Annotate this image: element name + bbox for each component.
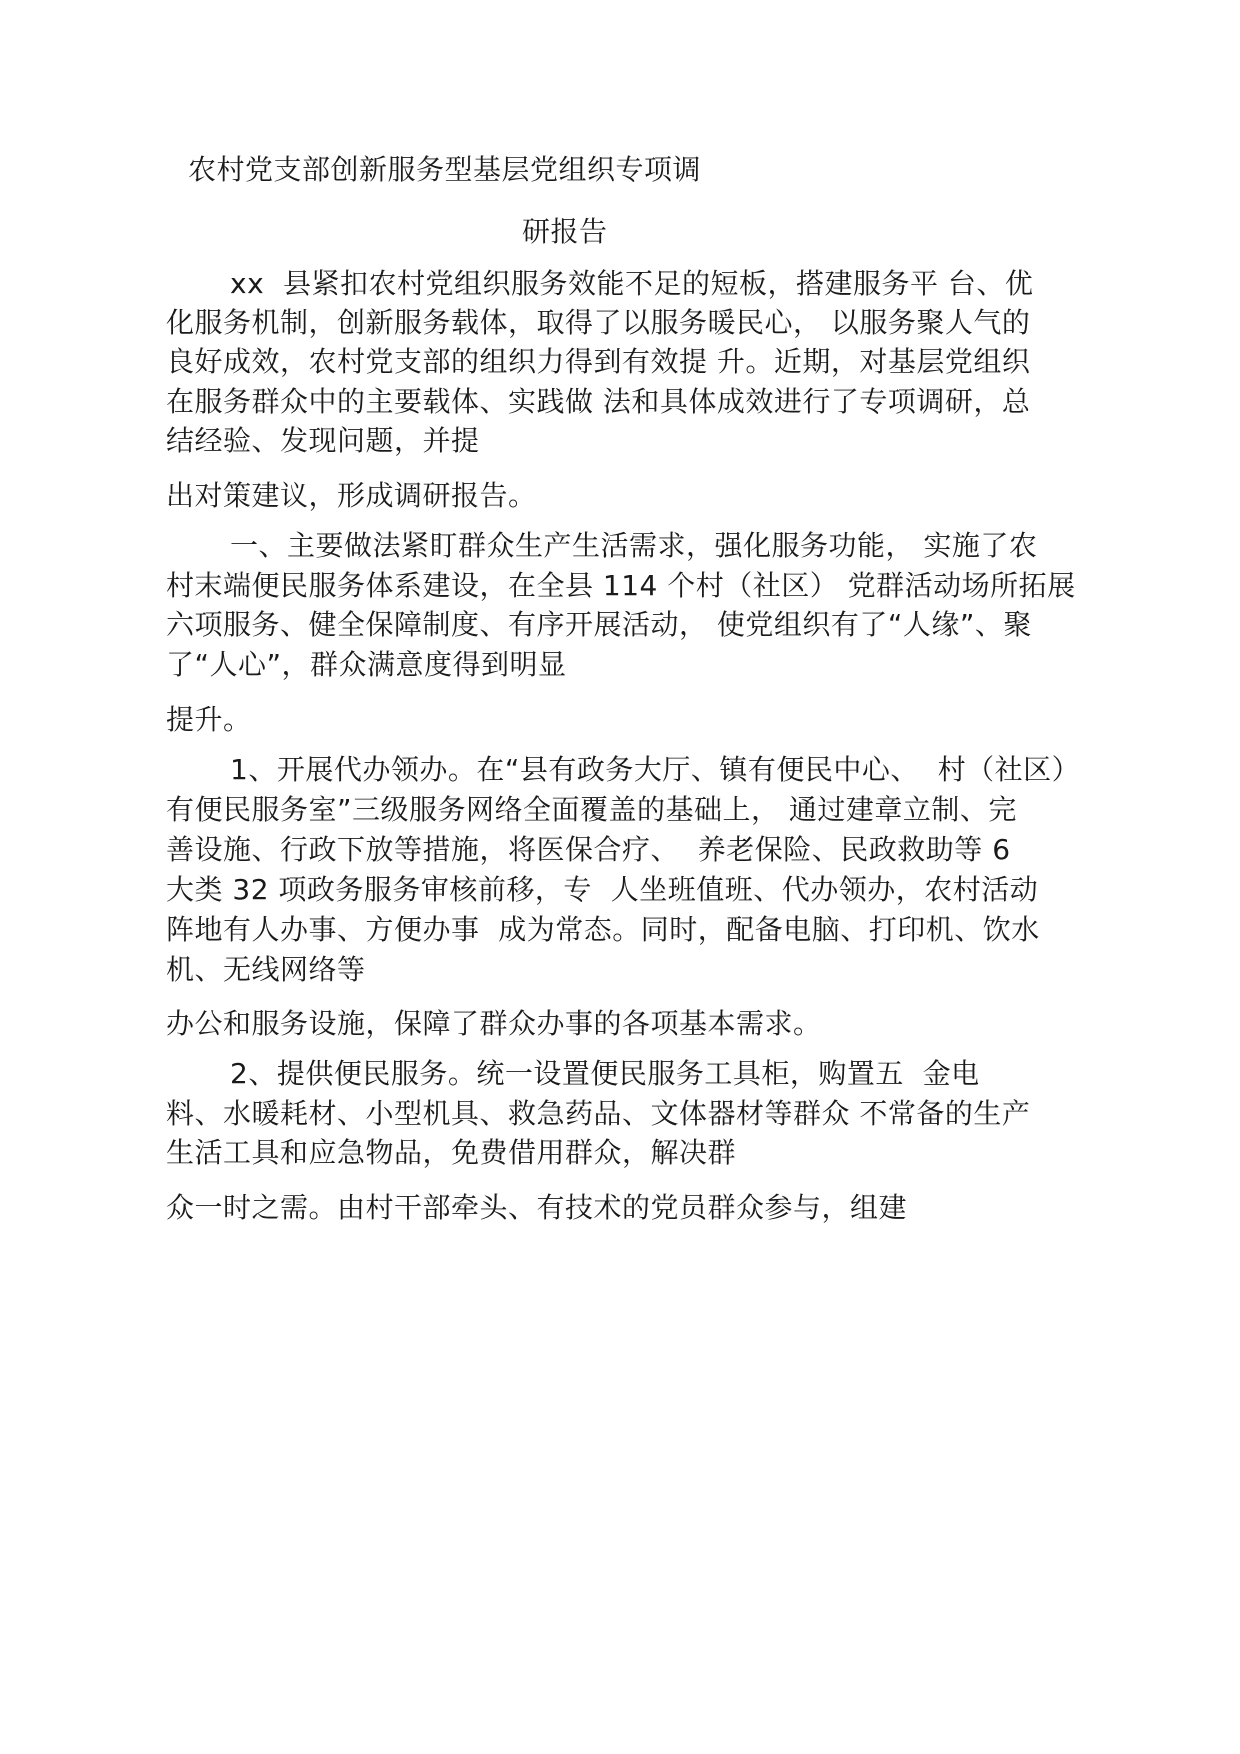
- paragraph-2-line-1: 出对策建议，形成调研报告。: [166, 479, 537, 512]
- paragraph-5-line-3: 善设施、行政下放等措施，将医保合疗、 养老保险、民政救助等 6: [166, 833, 1011, 866]
- document-title-line-1: 农村党支部创新服务型基层党组织专项调: [188, 153, 702, 186]
- document-title-line-2: 研报告: [522, 215, 608, 248]
- paragraph-5-line-6: 机、无线网络等: [166, 953, 366, 986]
- paragraph-5-line-1: 1、开展代办领办。在“县有政务大厅、镇有便民中心、 村（社区）: [230, 753, 1081, 786]
- paragraph-5-line-5: 阵地有人办事、方便办事 成为常态。同时，配备电脑、打印机、饮水: [166, 913, 1040, 946]
- paragraph-4-line-1: 提升。: [166, 703, 252, 736]
- paragraph-7-line-2: 料、水暖耗材、小型机具、救急药品、文体器材等群众 不常备的生产: [166, 1097, 1031, 1130]
- paragraph-6-line-1: 办公和服务设施，保障了群众办事的各项基本需求。: [166, 1007, 822, 1040]
- paragraph-8-line-1: 众一时之需。由村干部牵头、有技术的党员群众参与，组建: [166, 1191, 908, 1224]
- paragraph-3-line-2: 村末端便民服务体系建设，在全县 114 个村（社区） 党群活动场所拓展: [166, 569, 1076, 602]
- paragraph-5-line-2: 有便民服务室”三级服务网络全面覆盖的基础上， 通过建章立制、完: [166, 793, 1017, 826]
- paragraph-1-line-5: 结经验、发现问题，并提: [166, 424, 480, 457]
- paragraph-1-line-1: xx 县紧扣农村党组织服务效能不足的短板，搭建服务平 台、优: [230, 267, 1034, 300]
- paragraph-7-line-3: 生活工具和应急物品，免费借用群众，解决群: [166, 1136, 737, 1169]
- paragraph-1-line-3: 良好成效，农村党支部的组织力得到有效提 升。近期，对基层党组织: [166, 345, 1031, 378]
- paragraph-1-line-4: 在服务群众中的主要载体、实践做 法和具体成效进行了专项调研，总: [166, 385, 1031, 418]
- paragraph-3-line-3: 六项服务、健全保障制度、有序开展活动， 使党组织有了“人缘”、聚: [166, 608, 1032, 641]
- paragraph-3-line-4: 了“人心”，群众满意度得到明显: [166, 648, 567, 681]
- paragraph-1-line-2: 化服务机制，创新服务载体，取得了以服务暖民心， 以服务聚人气的: [166, 306, 1031, 339]
- paragraph-5-line-4: 大类 32 项政务服务审核前移，专 人坐班值班、代办领办，农村活动: [166, 873, 1039, 906]
- paragraph-3-line-1: 一、主要做法紧盯群众生产生活需求，强化服务功能， 实施了农: [230, 529, 1038, 562]
- paragraph-7-line-1: 2、提供便民服务。统一设置便民服务工具柜，购置五 金电: [230, 1057, 980, 1090]
